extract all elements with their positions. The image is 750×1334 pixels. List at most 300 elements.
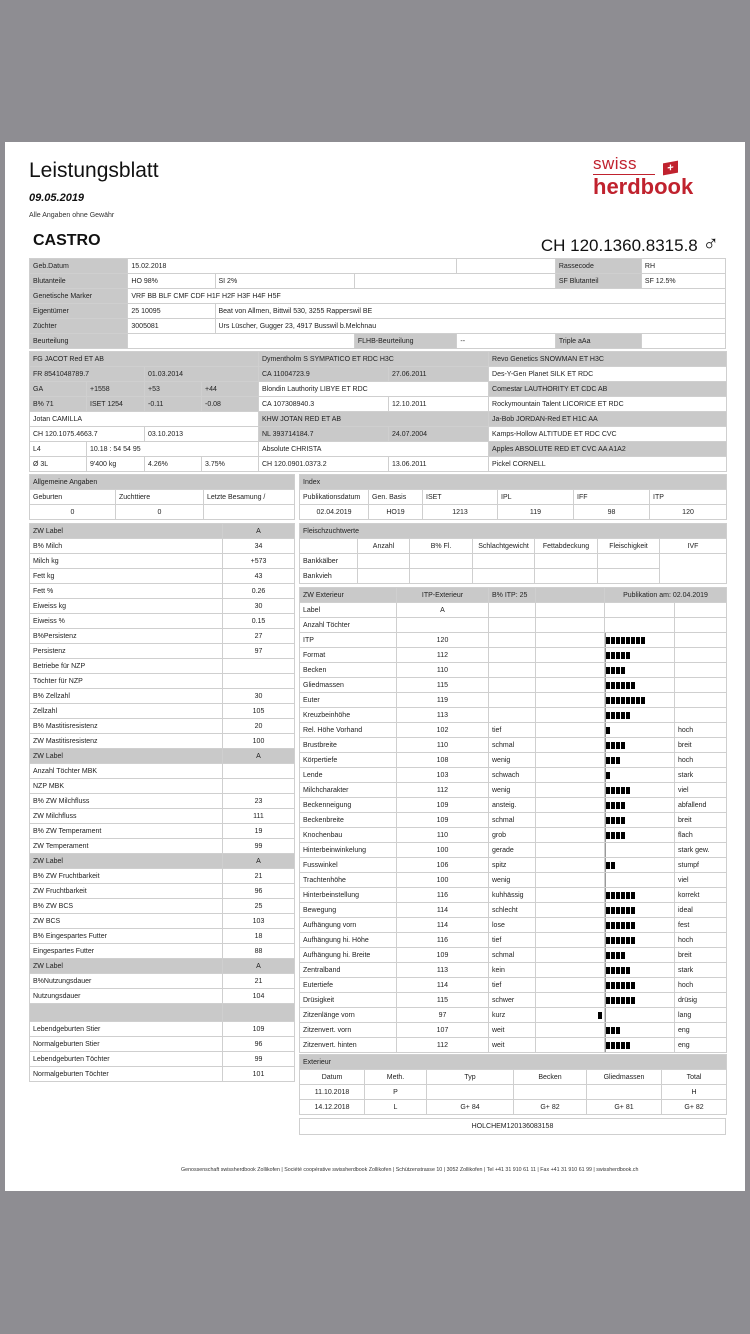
bar-negative-side [536,933,605,948]
trait-label: ITP [300,633,397,648]
zw-value: 25 [223,899,295,914]
trait-high-descriptor: hoch [675,753,727,768]
trait-value: A [397,603,489,618]
trait-high-descriptor: viel [675,783,727,798]
zw-row [30,554,295,569]
zw-row [30,1067,295,1082]
zw-value: 18 [223,929,295,944]
trait-high-descriptor: abfallend [675,798,727,813]
zw-value [223,674,295,689]
trait-label: Format [300,648,397,663]
profile-bar [606,892,635,899]
exterior-row [300,888,727,903]
zw-row [30,824,295,839]
exterior-row [300,873,727,888]
trait-high-descriptor: stark gew. [675,843,727,858]
zw-value: 103 [223,914,295,929]
zw-value: 99 [223,839,295,854]
trait-high-descriptor: lang [675,1008,727,1023]
trait-low-descriptor: wenig [489,783,536,798]
profile-bar [606,802,625,809]
great-0: Revo Genetics SNOWMAN ET H3C [489,352,727,367]
zw-row [30,689,295,704]
trait-low-descriptor: kuhhässig [489,888,536,903]
trait-high-descriptor: stark [675,963,727,978]
zw-row [30,719,295,734]
bar-positive-side [605,918,675,933]
bar-positive-side [605,618,675,633]
bar-negative-side [536,948,605,963]
zw-value: 19 [223,824,295,839]
zw-label: ZW BCS [30,914,223,929]
zw-value: 21 [223,974,295,989]
bar-positive-side [605,1023,675,1038]
trait-label: Milchcharakter [300,783,397,798]
bar-negative-side [536,978,605,993]
bar-negative-side [536,858,605,873]
pedigree-table: FG JACOT Red ET AB Dymentholm S SYMPATICO ET RDC H3C Revo Genetics SNOWMAN ET H3C FR 8541048789.7 01.03.2014 CA 11004723.9 27.06.2011 Des-Y-Gen Planet SILK ET RDC GA +1558 +53 +44 Blondin Lauthority LIBYE ET RDC Comestar LAUTHORITY ET CDC AB B% 71 ISET 1254 -0.11 -0.08 CA 107308940.3 12.10.2011 Rockymountain Talent LICORICE ET RDC Jotan CAMILLA KHW JOTAN RED ET AB Ja-Bob JORDAN-Red ET H1C AA CH 120.1075.4663.7 03.10.2013 NL 393714184.7 24.07.2004 Kamps-Hollow ALTITUDE ET RDC CVC L4 10.18 : 54 54 95 Absolute CHRISTA Apples ABSOLUTE RED ET CVC AA A1A2 Ø 3L 9'400 kg 4.26% 3.75% CH 120.0901.0373.2 13.06.2011 Pickel CORNELL [29,351,727,472]
zw-value: 21 [223,869,295,884]
zw-label: B% ZW Milchfluss [30,794,223,809]
exterior-row [300,948,727,963]
profile-bar [598,1012,602,1019]
trait-label: Zitzenvert. hinten [300,1038,397,1053]
zw-value: 20 [223,719,295,734]
exterior-row [300,918,727,933]
profile-bar [606,637,645,644]
trait-value [397,618,489,633]
profile-bar [606,712,630,719]
bar-positive-side [605,978,675,993]
trait-low-descriptor [489,693,536,708]
trait-low-descriptor [489,633,536,648]
trait-high-descriptor [675,603,727,618]
trait-low-descriptor: schmal [489,813,536,828]
zw-value: 101 [223,1067,295,1082]
zw-row [30,629,295,644]
zw-value: 27 [223,629,295,644]
bar-negative-side [536,723,605,738]
profile-bar [606,952,625,959]
zw-label: ZW Label [30,959,223,974]
trait-high-descriptor: stumpf [675,858,727,873]
profile-bar [606,982,635,989]
bar-negative-side [536,1023,605,1038]
zw-label: ZW Temperament [30,839,223,854]
sheet-date: 09.05.2019 [29,192,85,204]
profile-bar [606,727,610,734]
profile-bar [606,787,630,794]
zw-value: 34 [223,539,295,554]
swiss-flag-icon: + [663,161,678,176]
zw-label: B% Eingespartes Futter [30,929,223,944]
bar-positive-side [605,843,675,858]
trait-low-descriptor [489,708,536,723]
trait-label: Hinterbeinstellung [300,888,397,903]
trait-value: 109 [397,948,489,963]
zw-label: B% Zellzahl [30,689,223,704]
bar-negative-side [536,783,605,798]
great-1: Des-Y-Gen Planet SILK ET RDC [489,367,727,382]
zw-row [30,959,295,974]
zw-row [30,764,295,779]
trait-value: 113 [397,963,489,978]
profile-bar [606,652,630,659]
zw-row [30,1022,295,1037]
trait-value: 114 [397,918,489,933]
zw-label [30,1004,223,1022]
trait-low-descriptor: schwach [489,768,536,783]
bar-negative-side [536,1008,605,1023]
bar-positive-side [605,963,675,978]
trait-label: Eutertiefe [300,978,397,993]
bar-negative-side [536,963,605,978]
profile-bar [606,697,645,704]
profile-bar [606,1042,630,1049]
trait-low-descriptor [489,648,536,663]
trait-value: 103 [397,768,489,783]
index-table: Index Publikationsdatum Gen. Basis ISET IPL IFF ITP 02.04.2019 HO19 1213 119 98 120 [299,474,727,520]
general-info-table [29,258,726,349]
bar-negative-side [536,708,605,723]
sire-name: FG JACOT Red ET AB [30,352,259,367]
zw-row [30,644,295,659]
profile-bar [606,832,625,839]
trait-low-descriptor: schlecht [489,903,536,918]
bar-axis [605,1008,606,1023]
bar-positive-side [605,648,675,663]
trait-high-descriptor: fest [675,918,727,933]
exterior-row [300,663,727,678]
row-assessment: Beurteilung FLHB-Beurteilung -- Triple aAa [30,334,726,349]
bar-positive-side [605,678,675,693]
exterior-row [300,678,727,693]
bar-positive-side [605,828,675,843]
trait-low-descriptor [489,618,536,633]
trait-value: 100 [397,873,489,888]
zw-row [30,584,295,599]
bar-negative-side [536,768,605,783]
bar-positive-side [605,783,675,798]
exterior-row [300,903,727,918]
trait-low-descriptor: lose [489,918,536,933]
bar-negative-side [536,993,605,1008]
zw-label: B% Mastitisresistenz [30,719,223,734]
zw-label: B% ZW BCS [30,899,223,914]
zw-row [30,524,295,539]
bar-positive-side [605,903,675,918]
trait-low-descriptor [489,678,536,693]
zw-row [30,569,295,584]
disclaimer: Alle Angaben ohne Gewähr [29,212,115,219]
zw-label: Anzahl Töchter MBK [30,764,223,779]
trait-label: Becken [300,663,397,678]
exterior-row [300,768,727,783]
exterior-row [300,633,727,648]
zw-label: Normalgeburten Stier [30,1037,223,1052]
row-blutanteile: Blutanteile HO 98% SI 2% SF Blutanteil SF 12.5% [30,274,726,289]
trait-high-descriptor: flach [675,828,727,843]
exterior-row [300,738,727,753]
animal-id [541,231,719,257]
exterior-row [300,1038,727,1053]
zw-label: Nutzungsdauer [30,989,223,1004]
profile-bar [606,742,625,749]
bar-negative-side [536,648,605,663]
bar-positive-side [605,753,675,768]
trait-high-descriptor [675,633,727,648]
male-icon: ♂ [702,231,719,256]
trait-label: Bewegung [300,903,397,918]
zw-value: 104 [223,989,295,1004]
zw-row [30,974,295,989]
trait-high-descriptor: viel [675,873,727,888]
zw-row [30,989,295,1004]
zw-value [223,764,295,779]
bar-negative-side [536,753,605,768]
exterior-row [300,783,727,798]
trait-high-descriptor: stark [675,768,727,783]
profile-bar [606,1027,620,1034]
trait-label: Rel. Höhe Vorhand [300,723,397,738]
grand-0-name: Dymentholm S SYMPATICO ET RDC H3C [259,352,489,367]
zw-value: A [223,854,295,869]
zw-row [30,854,295,869]
zw-row [30,944,295,959]
bar-positive-side [605,888,675,903]
trait-low-descriptor [489,663,536,678]
zw-label: B% ZW Temperament [30,824,223,839]
exterior-row [300,813,727,828]
bar-positive-side [605,993,675,1008]
zw-label: B%Nutzungsdauer [30,974,223,989]
zw-row [30,884,295,899]
zw-value [223,1004,295,1022]
great-5: Kamps-Hollow ALTITUDE ET RDC CVC [489,427,727,442]
zw-label: ZW Milchfluss [30,809,223,824]
profile-bar [606,817,625,824]
zw-label: Zellzahl [30,704,223,719]
trait-value: 116 [397,888,489,903]
performance-sheet [5,142,745,1191]
great-6: Apples ABSOLUTE RED ET CVC AA A1A2 [489,442,727,457]
trait-low-descriptor: gerade [489,843,536,858]
footer: Genossenschaft swissherdbook Zollikofen | Société coopérative swissherdbook Zollikofen | Schützenstrasse 10 | 3052 Zollikofen | Tel +41 31 910 61 11 | Fax +41 31 910 61 99 | swissherdbook.ch [181,1167,639,1173]
exterior-row [300,753,727,768]
grand-2-name: KHW JOTAN RED ET AB [259,412,489,427]
trait-value: 114 [397,903,489,918]
trait-high-descriptor: korrekt [675,888,727,903]
logo-herdbook-text: herdbook [593,174,694,199]
zw-row [30,1052,295,1067]
trait-value: 109 [397,813,489,828]
trait-value: 113 [397,708,489,723]
trait-value: 115 [397,678,489,693]
exterior-row [300,858,727,873]
trait-label: Gliedmassen [300,678,397,693]
bar-positive-side [605,603,675,618]
trait-low-descriptor: tief [489,933,536,948]
bar-positive-side [605,693,675,708]
trait-value: 115 [397,993,489,1008]
zw-row [30,914,295,929]
exterior-row [300,1023,727,1038]
trait-value: 107 [397,1023,489,1038]
trait-label: Zitzenlänge vorn [300,1008,397,1023]
zw-value: 99 [223,1052,295,1067]
bar-negative-side [536,798,605,813]
exterior-row [300,618,727,633]
trait-label: Körpertiefe [300,753,397,768]
profile-bar [606,967,630,974]
zw-label: Töchter für NZP [30,674,223,689]
bar-negative-side [536,873,605,888]
trait-label: Anzahl Töchter [300,618,397,633]
great-4: Ja-Bob JORDAN-Red ET H1C AA [489,412,727,427]
zw-label: B% Milch [30,539,223,554]
zw-row [30,599,295,614]
zw-row [30,869,295,884]
bar-negative-side [536,828,605,843]
trait-low-descriptor: kurz [489,1008,536,1023]
great-3: Rockymountain Talent LICORICE ET RDC [489,397,727,412]
logo-swiss-text: swiss [593,154,638,173]
trait-value: 110 [397,828,489,843]
exterior-row [300,993,727,1008]
trait-high-descriptor [675,663,727,678]
trait-label: Knochenbau [300,828,397,843]
bar-negative-side [536,738,605,753]
zw-value: A [223,524,295,539]
zw-value: 43 [223,569,295,584]
linear-code: HOLCHEM120136083158 [300,1119,726,1135]
exterior-scores-table: Exterieur Datum Meth. Typ Becken Gliedmassen Total 11.10.2018 P H 14.12.2018 L G+ 84 G+ 82 G+ 81 G+ 82 [299,1054,727,1115]
trait-high-descriptor: hoch [675,978,727,993]
trait-high-descriptor [675,693,727,708]
profile-bar [606,682,635,689]
zw-value: 96 [223,1037,295,1052]
trait-label: Aufhängung hi. Höhe [300,933,397,948]
zw-label: Normalgeburten Töchter [30,1067,223,1082]
bar-positive-side [605,873,675,888]
exterior-row [300,708,727,723]
zw-value [223,659,295,674]
exterior-row [300,693,727,708]
bar-positive-side [605,708,675,723]
zw-label: ZW Label [30,749,223,764]
bar-negative-side [536,633,605,648]
exterior-row [300,603,727,618]
trait-label: Lende [300,768,397,783]
breeding-values-table [29,523,295,1082]
trait-high-descriptor: hoch [675,723,727,738]
profile-bar [606,862,615,869]
trait-low-descriptor: schmal [489,948,536,963]
trait-label: Fusswinkel [300,858,397,873]
zw-value: A [223,749,295,764]
trait-value: 110 [397,738,489,753]
zw-label: Lebendgeburten Töchter [30,1052,223,1067]
profile-bar [606,907,635,914]
bar-positive-side [605,1008,675,1023]
trait-value: 109 [397,798,489,813]
exterior-breeding-values-table: ZW Exterieur ITP-Exterieur B% ITP: 25 Publikation am: 02.04.2019 Label A Anzahl Töchter ITP 120 Format 112 Becken 110 Gliedmassen 115 Euter 119 Kreuzbeinhöhe 113 Rel. Höhe Vorhand 102 tief hoch Brustbreite 110 schmal breit Körpertiefe 108 wenig hoch Lende 103 schwach stark Milchcharakter 112 wenig viel Beckenneigung 109 ansteig. abfallend Beckenbreite 109 schmal breit Knochenbau 110 grob flach Hinterbeinwinkelung 100 gerade stark gew. Fusswinkel 106 spitz stumpf Trachtenhöhe 100 wenig viel Hinterbeinstellung 116 kuhhässig korrekt Bewegung 114 schlecht ideal Aufhängung vorn 114 lose fest Aufhängung hi. Höhe 116 tief hoch Aufhängung hi. Breite 109 schmal breit Zentralband 113 kein stark Eutertiefe 114 tief hoch Drüsigkeit 115 schwer drüsig Zitzenlänge vorn 97 kurz lang Zitzenvert. vorn 107 weit eng Zitzenvert. hinten 112 weit eng [299,587,727,1053]
trait-label: Aufhängung vorn [300,918,397,933]
bar-negative-side [536,1038,605,1053]
zw-value: 23 [223,794,295,809]
zw-value: 97 [223,644,295,659]
bar-negative-side [536,663,605,678]
zw-label: Lebendgeburten Stier [30,1022,223,1037]
zw-label: ZW Mastitisresistenz [30,734,223,749]
trait-low-descriptor: tief [489,978,536,993]
zw-label: Eiweiss kg [30,599,223,614]
exterior-row [300,978,727,993]
zw-label: Milch kg [30,554,223,569]
trait-low-descriptor: grob [489,828,536,843]
zw-row [30,659,295,674]
trait-label: Zentralband [300,963,397,978]
exterior-row [300,723,727,738]
exterior-row [300,963,727,978]
trait-value: 112 [397,783,489,798]
trait-value: 106 [397,858,489,873]
dam-name: Jotan CAMILLA [30,412,259,427]
bar-positive-side [605,798,675,813]
trait-high-descriptor: breit [675,948,727,963]
bar-positive-side [605,933,675,948]
zw-label: ZW Label [30,524,223,539]
zw-label: Fett kg [30,569,223,584]
bar-positive-side [605,633,675,648]
zw-row [30,929,295,944]
trait-value: 114 [397,978,489,993]
great-7: Pickel CORNELL [489,457,727,472]
zw-label: Betriebe für NZP [30,659,223,674]
bar-axis [605,843,606,858]
zw-row [30,809,295,824]
bar-positive-side [605,813,675,828]
trait-low-descriptor: schmal [489,738,536,753]
bar-negative-side [536,603,605,618]
bar-negative-side [536,618,605,633]
profile-bar [606,757,620,764]
trait-low-descriptor: kein [489,963,536,978]
trait-label: Aufhängung hi. Breite [300,948,397,963]
general-data-table: Allgemeine Angaben Geburten Zuchttiere Letzte Besamung / 0 0 [29,474,295,520]
animal-id-text: CH 120.1360.8315.8 [540,236,698,255]
zw-value: 0.26 [223,584,295,599]
zw-value: 105 [223,704,295,719]
trait-low-descriptor: schwer [489,993,536,1008]
zw-row [30,674,295,689]
row-genetic-markers: Genetische Marker VRF BB BLF CMF CDF H1F H2F H3F H4F H5F [30,289,726,304]
trait-label: Zitzenvert. vorn [300,1023,397,1038]
trait-low-descriptor: weit [489,1023,536,1038]
exterior-row [300,1008,727,1023]
bar-negative-side [536,813,605,828]
zw-row [30,1037,295,1052]
exterior-row [300,843,727,858]
zw-label: B%Persistenz [30,629,223,644]
great-2: Comestar LAUTHORITY ET CDC AB [489,382,727,397]
zw-value: +573 [223,554,295,569]
linear-code-table [299,1118,726,1135]
trait-value: 112 [397,648,489,663]
trait-high-descriptor: breit [675,738,727,753]
bar-negative-side [536,888,605,903]
zw-row [30,749,295,764]
